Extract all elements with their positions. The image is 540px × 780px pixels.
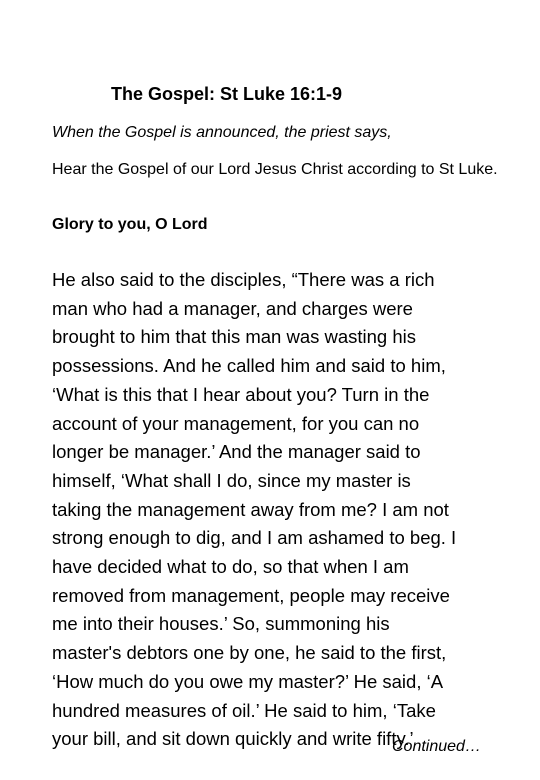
reading-line: man who had a manager, and charges were — [52, 297, 413, 319]
reading-line: ‘How much do you owe my master?’ He said, ‘A — [52, 670, 444, 692]
reading-line: account of your management, for you can no — [52, 412, 420, 434]
reading-line: hundred measures of oil.’ He said to him, ‘Take — [52, 699, 436, 721]
continued-label: Continued… — [392, 738, 481, 755]
reading-line: longer be manager.’ And the manager said to — [52, 441, 421, 463]
reading-line: possessions. And he called him and said to him, — [52, 355, 446, 377]
reading-line: your bill, and sit down quickly and write fifty.’ — [52, 728, 414, 750]
reading-line: strong enough to dig, and I am ashamed to beg. I — [52, 527, 457, 549]
reading-line: brought to him that this man was wasting his — [52, 326, 417, 348]
gospel-reading — [52, 266, 497, 754]
gospel-announcement: Hear the Gospel of our Lord Jesus Christ according to St Luke. — [52, 161, 498, 178]
reading-line: master's debtors one by one, he said to the first, — [52, 642, 447, 664]
reading-line: himself, ‘What shall I do, since my master is — [52, 469, 411, 491]
reading-line: He also said to the disciples, “There was a rich — [52, 269, 435, 290]
page-title: The Gospel: St Luke 16:1-9 — [111, 84, 343, 104]
reading-line: have decided what to do, so that when I am — [52, 556, 409, 578]
congregation-response: Glory to you, O Lord — [52, 216, 208, 233]
reading-line: taking the management away from me? I am not — [52, 498, 449, 520]
reading-line: ‘What is this that I hear about you? Turn in the — [52, 383, 430, 405]
rubric-instruction: When the Gospel is announced, the priest says, — [52, 124, 392, 141]
reading-line: me into their houses.’ So, summoning his — [52, 613, 390, 635]
reading-line: removed from management, people may receive — [52, 584, 450, 606]
